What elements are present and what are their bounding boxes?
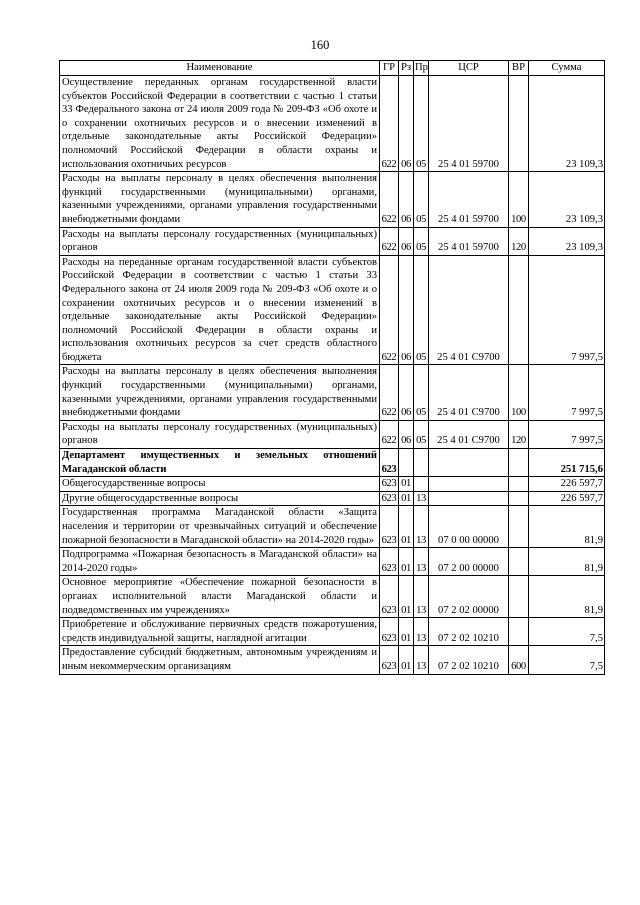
header-sum: Сумма — [529, 61, 605, 76]
cell-name: Расходы на выплаты персоналу государственных (муниципальных) органов — [60, 227, 380, 255]
cell-sum: 251 715,6 — [529, 449, 605, 477]
cell-sum: 81,9 — [529, 506, 605, 548]
cell-name: Расходы на выплаты персоналу государственных (муниципальных) органов — [60, 420, 380, 448]
cell-sum: 7 997,5 — [529, 365, 605, 420]
cell-gr: 622 — [380, 420, 399, 448]
cell-gr: 622 — [380, 76, 399, 172]
cell-rz: 01 — [399, 506, 414, 548]
cell-rz: 01 — [399, 477, 414, 492]
cell-csr: 07 2 02 10210 — [429, 646, 509, 674]
cell-csr — [429, 449, 509, 477]
cell-vr — [509, 449, 529, 477]
cell-pr: 13 — [414, 491, 429, 506]
table-header-row — [60, 61, 605, 76]
cell-gr: 623 — [380, 618, 399, 646]
cell-csr: 25 4 01 С9700 — [429, 420, 509, 448]
cell-rz: 01 — [399, 548, 414, 576]
cell-csr: 25 4 01 59700 — [429, 227, 509, 255]
cell-sum: 23 109,3 — [529, 227, 605, 255]
cell-vr — [509, 576, 529, 618]
cell-sum: 81,9 — [529, 548, 605, 576]
cell-rz: 06 — [399, 365, 414, 420]
cell-pr — [414, 449, 429, 477]
cell-vr: 120 — [509, 227, 529, 255]
cell-pr: 05 — [414, 172, 429, 227]
cell-sum: 23 109,3 — [529, 172, 605, 227]
cell-csr: 25 4 01 59700 — [429, 172, 509, 227]
cell-vr — [509, 548, 529, 576]
cell-rz: 06 — [399, 172, 414, 227]
cell-pr: 13 — [414, 646, 429, 674]
cell-name: Основное мероприятие «Обеспечение пожарной безопасности в органах исполнительной власти Магаданской области и подведомственных им учреждениях» — [60, 576, 380, 618]
table-row — [60, 227, 605, 255]
cell-name: Подпрограмма «Пожарная безопасность в Магаданской области» на 2014-2020 годы» — [60, 548, 380, 576]
cell-gr: 623 — [380, 477, 399, 492]
page-number: 160 — [310, 38, 330, 52]
cell-sum: 7,5 — [529, 646, 605, 674]
cell-csr: 25 4 01 С9700 — [429, 365, 509, 420]
cell-gr: 623 — [380, 548, 399, 576]
cell-rz: 06 — [399, 255, 414, 365]
cell-name: Расходы на переданные органам государственной власти субъектов Российской Федерации в соответствии с частью 1 статьи 33 Федерального закона от 24 июля 2009 года № 209-ФЗ «Об охоте и о сохранении охотничьих ресурсов и о внесении изменений в отдельные законодательные акты Российской Федерации» полномочий Российской Федерации в области охраны и использования охотничьих ресурсов за счет средств областного бюджета — [60, 255, 380, 365]
table-row — [60, 646, 605, 674]
cell-sum: 81,9 — [529, 576, 605, 618]
header-name: Наименование — [60, 61, 380, 76]
table-row — [60, 548, 605, 576]
cell-name: Осуществление переданных органам государственной власти субъектов Российской Федерации в соответствии с частью 1 статьи 33 Федерального закона от 24 июля 2009 года № 209-ФЗ «Об охоте и о сохранении охотничьих ресурсов и о внесении изменений в отдельные законодательные акты Российской Федерации» полномочий Российской Федерации в области охраны и использования охотничьих ресурсов — [60, 76, 380, 172]
cell-name: Другие общегосударственные вопросы — [60, 491, 380, 506]
header-pr: Пр — [414, 61, 429, 76]
cell-csr: 25 4 01 59700 — [429, 76, 509, 172]
cell-gr: 622 — [380, 172, 399, 227]
cell-gr: 622 — [380, 227, 399, 255]
table-row — [60, 420, 605, 448]
cell-pr: 05 — [414, 365, 429, 420]
cell-name: Расходы на выплаты персоналу в целях обеспечения выполнения функций государственными (муниципальными) органами, казенными учреждениями, органами управления государственными внебюджетными фондами — [60, 172, 380, 227]
table-row — [60, 576, 605, 618]
cell-rz: 06 — [399, 420, 414, 448]
cell-csr: 07 0 00 00000 — [429, 506, 509, 548]
cell-name: Департамент имущественных и земельных отношений Магаданской области — [60, 449, 380, 477]
cell-vr: 120 — [509, 420, 529, 448]
cell-gr: 623 — [380, 646, 399, 674]
cell-csr — [429, 491, 509, 506]
cell-rz: 06 — [399, 76, 414, 172]
cell-vr: 600 — [509, 646, 529, 674]
cell-gr: 622 — [380, 255, 399, 365]
header-vr: ВР — [509, 61, 529, 76]
cell-rz: 01 — [399, 491, 414, 506]
cell-vr — [509, 618, 529, 646]
cell-pr: 05 — [414, 255, 429, 365]
cell-pr: 05 — [414, 420, 429, 448]
cell-rz — [399, 449, 414, 477]
cell-name: Государственная программа Магаданской области «Защита населения и территории от чрезвычайных ситуаций и обеспечение пожарной безопасности в Магаданской области» на 2014-2020 годы» — [60, 506, 380, 548]
cell-pr: 05 — [414, 76, 429, 172]
cell-vr — [509, 477, 529, 492]
cell-vr — [509, 506, 529, 548]
cell-name: Приобретение и обслуживание первичных средств пожаротушения, средств индивидуальной защиты, наглядной агитации — [60, 618, 380, 646]
cell-vr: 100 — [509, 365, 529, 420]
cell-sum: 23 109,3 — [529, 76, 605, 172]
cell-sum: 226 597,7 — [529, 477, 605, 492]
cell-gr: 623 — [380, 576, 399, 618]
table-row — [60, 491, 605, 506]
cell-vr — [509, 491, 529, 506]
header-csr: ЦСР — [429, 61, 509, 76]
cell-name: Общегосударственные вопросы — [60, 477, 380, 492]
cell-gr: 623 — [380, 491, 399, 506]
table-row — [60, 618, 605, 646]
cell-rz: 01 — [399, 576, 414, 618]
table-row — [60, 477, 605, 492]
cell-pr — [414, 477, 429, 492]
table-row — [60, 365, 605, 420]
cell-gr: 623 — [380, 449, 399, 477]
table-row — [60, 506, 605, 548]
cell-vr — [509, 76, 529, 172]
header-gr: ГР — [380, 61, 399, 76]
cell-rz: 01 — [399, 618, 414, 646]
cell-name: Предоставление субсидий бюджетным, автономным учреждениям и иным некоммерческим организациям — [60, 646, 380, 674]
budget-table — [59, 60, 605, 675]
cell-rz: 06 — [399, 227, 414, 255]
cell-sum: 7 997,5 — [529, 420, 605, 448]
cell-csr: 07 2 02 10210 — [429, 618, 509, 646]
cell-sum: 7,5 — [529, 618, 605, 646]
cell-gr: 622 — [380, 365, 399, 420]
cell-pr: 13 — [414, 548, 429, 576]
cell-sum: 226 597,7 — [529, 491, 605, 506]
cell-pr: 13 — [414, 506, 429, 548]
cell-csr: 07 2 02 00000 — [429, 576, 509, 618]
header-rz: Рз — [399, 61, 414, 76]
cell-csr — [429, 477, 509, 492]
cell-gr: 623 — [380, 506, 399, 548]
cell-pr: 05 — [414, 227, 429, 255]
cell-vr — [509, 255, 529, 365]
cell-pr: 13 — [414, 618, 429, 646]
cell-pr: 13 — [414, 576, 429, 618]
cell-name: Расходы на выплаты персоналу в целях обеспечения выполнения функций государственными (муниципальными) органами, казенными учреждениями, органами управления государственными внебюджетными фондами — [60, 365, 380, 420]
table-row — [60, 172, 605, 227]
table-row — [60, 255, 605, 365]
cell-rz: 01 — [399, 646, 414, 674]
cell-vr: 100 — [509, 172, 529, 227]
table-row — [60, 76, 605, 172]
table-row — [60, 449, 605, 477]
cell-csr: 25 4 01 С9700 — [429, 255, 509, 365]
cell-csr: 07 2 00 00000 — [429, 548, 509, 576]
cell-sum: 7 997,5 — [529, 255, 605, 365]
